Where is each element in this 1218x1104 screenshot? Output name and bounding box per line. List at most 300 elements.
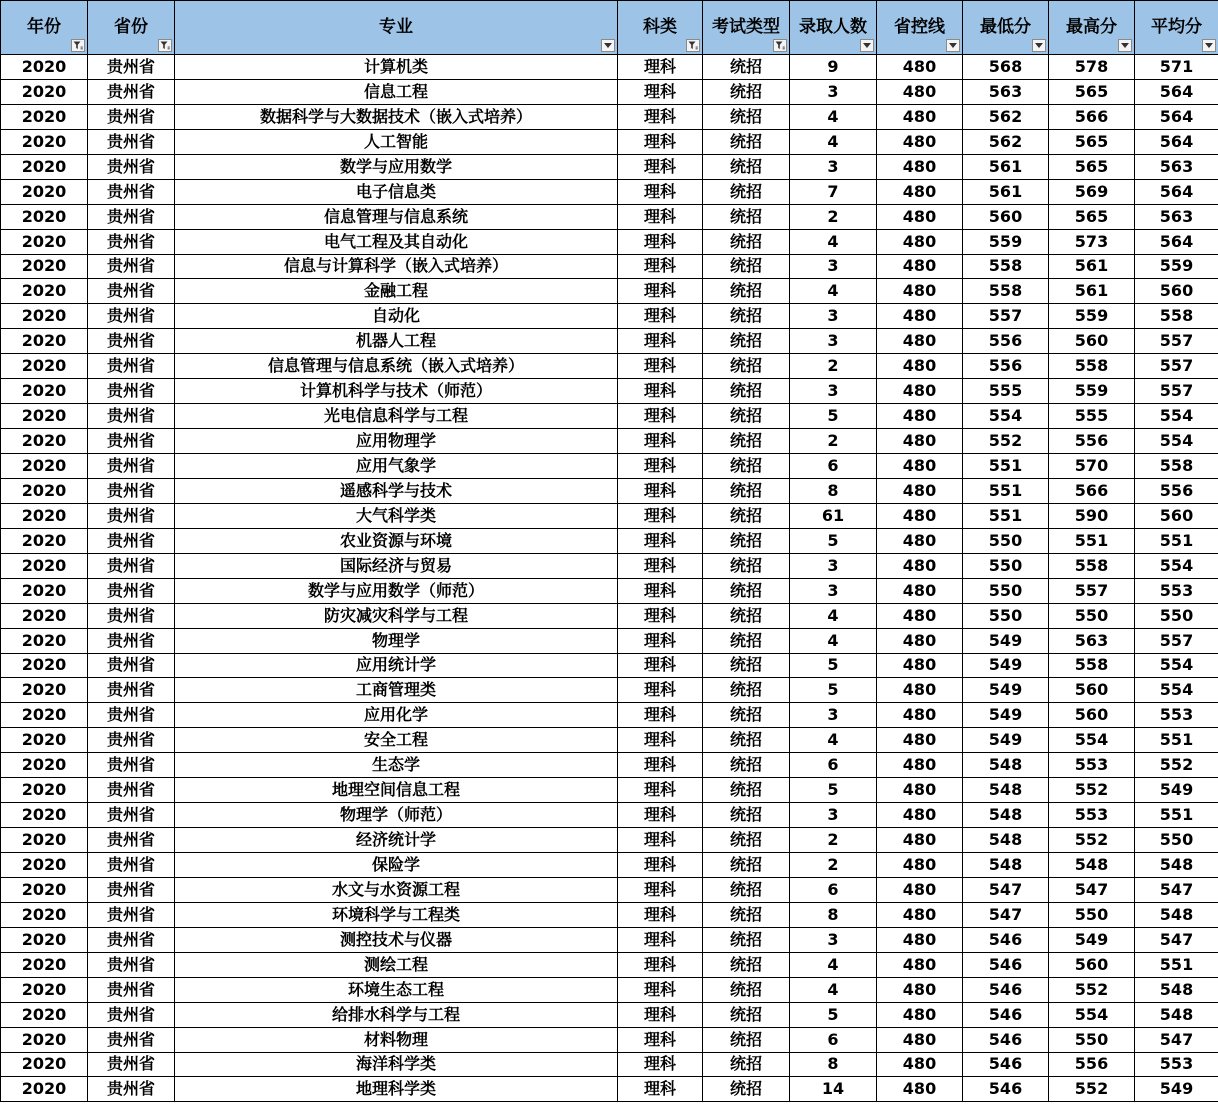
filter-dropdown-icon[interactable] [860, 39, 874, 52]
cell-max-score[interactable]: 560 [1049, 678, 1135, 703]
cell-year[interactable]: 2020 [1, 528, 88, 553]
cell-max-score[interactable]: 552 [1049, 778, 1135, 803]
cell-admitted-count[interactable]: 4 [790, 728, 877, 753]
cell-year[interactable]: 2020 [1, 204, 88, 229]
cell-province[interactable]: 贵州省 [88, 703, 175, 728]
cell-control-line[interactable]: 480 [877, 79, 963, 104]
cell-min-score[interactable]: 546 [963, 1077, 1049, 1102]
cell-category[interactable]: 理科 [618, 728, 703, 753]
cell-year[interactable]: 2020 [1, 1077, 88, 1102]
cell-min-score[interactable]: 558 [963, 279, 1049, 304]
cell-avg-score[interactable]: 548 [1135, 902, 1218, 927]
cell-avg-score[interactable]: 558 [1135, 304, 1218, 329]
cell-min-score[interactable]: 562 [963, 129, 1049, 154]
cell-category[interactable]: 理科 [618, 653, 703, 678]
cell-min-score[interactable]: 548 [963, 778, 1049, 803]
cell-major[interactable]: 大气科学类 [175, 503, 618, 528]
cell-year[interactable]: 2020 [1, 902, 88, 927]
cell-province[interactable]: 贵州省 [88, 578, 175, 603]
cell-year[interactable]: 2020 [1, 678, 88, 703]
cell-category[interactable]: 理科 [618, 503, 703, 528]
cell-major[interactable]: 经济统计学 [175, 828, 618, 853]
cell-category[interactable]: 理科 [618, 55, 703, 80]
cell-avg-score[interactable]: 563 [1135, 154, 1218, 179]
cell-major[interactable]: 金融工程 [175, 279, 618, 304]
cell-province[interactable]: 贵州省 [88, 454, 175, 479]
cell-control-line[interactable]: 480 [877, 503, 963, 528]
cell-category[interactable]: 理科 [618, 753, 703, 778]
cell-avg-score[interactable]: 550 [1135, 603, 1218, 628]
cell-province[interactable]: 贵州省 [88, 354, 175, 379]
cell-category[interactable]: 理科 [618, 528, 703, 553]
cell-year[interactable]: 2020 [1, 279, 88, 304]
cell-province[interactable]: 贵州省 [88, 279, 175, 304]
cell-avg-score[interactable]: 560 [1135, 279, 1218, 304]
cell-control-line[interactable]: 480 [877, 703, 963, 728]
cell-admitted-count[interactable]: 5 [790, 678, 877, 703]
cell-min-score[interactable]: 551 [963, 454, 1049, 479]
cell-max-score[interactable]: 554 [1049, 728, 1135, 753]
cell-major[interactable]: 信息管理与信息系统 [175, 204, 618, 229]
cell-exam-type[interactable]: 统招 [703, 678, 790, 703]
cell-min-score[interactable]: 563 [963, 79, 1049, 104]
cell-admitted-count[interactable]: 4 [790, 229, 877, 254]
cell-max-score[interactable]: 590 [1049, 503, 1135, 528]
cell-major[interactable]: 人工智能 [175, 129, 618, 154]
cell-province[interactable]: 贵州省 [88, 204, 175, 229]
cell-max-score[interactable]: 549 [1049, 927, 1135, 952]
cell-major[interactable]: 保险学 [175, 853, 618, 878]
cell-avg-score[interactable]: 564 [1135, 104, 1218, 129]
cell-year[interactable]: 2020 [1, 354, 88, 379]
cell-province[interactable]: 贵州省 [88, 927, 175, 952]
cell-max-score[interactable]: 558 [1049, 553, 1135, 578]
cell-avg-score[interactable]: 548 [1135, 853, 1218, 878]
cell-admitted-count[interactable]: 2 [790, 828, 877, 853]
cell-year[interactable]: 2020 [1, 79, 88, 104]
cell-category[interactable]: 理科 [618, 902, 703, 927]
cell-avg-score[interactable]: 556 [1135, 478, 1218, 503]
filter-active-icon[interactable] [773, 39, 787, 52]
cell-exam-type[interactable]: 统招 [703, 853, 790, 878]
cell-major[interactable]: 防灾减灾科学与工程 [175, 603, 618, 628]
cell-control-line[interactable]: 480 [877, 728, 963, 753]
cell-min-score[interactable]: 546 [963, 1002, 1049, 1027]
cell-year[interactable]: 2020 [1, 927, 88, 952]
cell-admitted-count[interactable]: 6 [790, 1027, 877, 1052]
cell-min-score[interactable]: 548 [963, 853, 1049, 878]
cell-min-score[interactable]: 546 [963, 927, 1049, 952]
cell-max-score[interactable]: 552 [1049, 828, 1135, 853]
cell-min-score[interactable]: 556 [963, 329, 1049, 354]
cell-category[interactable]: 理科 [618, 429, 703, 454]
cell-category[interactable]: 理科 [618, 478, 703, 503]
cell-min-score[interactable]: 549 [963, 653, 1049, 678]
cell-avg-score[interactable]: 550 [1135, 828, 1218, 853]
cell-year[interactable]: 2020 [1, 578, 88, 603]
cell-avg-score[interactable]: 558 [1135, 454, 1218, 479]
cell-province[interactable]: 贵州省 [88, 778, 175, 803]
cell-category[interactable]: 理科 [618, 803, 703, 828]
cell-exam-type[interactable]: 统招 [703, 1002, 790, 1027]
cell-max-score[interactable]: 565 [1049, 204, 1135, 229]
cell-exam-type[interactable]: 统招 [703, 977, 790, 1002]
cell-major[interactable]: 生态学 [175, 753, 618, 778]
cell-min-score[interactable]: 552 [963, 429, 1049, 454]
cell-province[interactable]: 贵州省 [88, 79, 175, 104]
cell-province[interactable]: 贵州省 [88, 528, 175, 553]
cell-admitted-count[interactable]: 9 [790, 55, 877, 80]
cell-min-score[interactable]: 546 [963, 1027, 1049, 1052]
cell-year[interactable]: 2020 [1, 877, 88, 902]
cell-min-score[interactable]: 557 [963, 304, 1049, 329]
cell-control-line[interactable]: 480 [877, 553, 963, 578]
cell-avg-score[interactable]: 547 [1135, 1027, 1218, 1052]
cell-avg-score[interactable]: 564 [1135, 79, 1218, 104]
cell-min-score[interactable]: 556 [963, 354, 1049, 379]
cell-control-line[interactable]: 480 [877, 628, 963, 653]
cell-year[interactable]: 2020 [1, 55, 88, 80]
cell-major[interactable]: 测控技术与仪器 [175, 927, 618, 952]
cell-year[interactable]: 2020 [1, 653, 88, 678]
cell-control-line[interactable]: 480 [877, 354, 963, 379]
cell-province[interactable]: 贵州省 [88, 429, 175, 454]
cell-exam-type[interactable]: 统招 [703, 1077, 790, 1102]
cell-major[interactable]: 数学与应用数学 [175, 154, 618, 179]
cell-control-line[interactable]: 480 [877, 1077, 963, 1102]
cell-avg-score[interactable]: 564 [1135, 229, 1218, 254]
cell-exam-type[interactable]: 统招 [703, 578, 790, 603]
cell-control-line[interactable]: 480 [877, 304, 963, 329]
cell-exam-type[interactable]: 统招 [703, 179, 790, 204]
cell-category[interactable]: 理科 [618, 279, 703, 304]
cell-province[interactable]: 贵州省 [88, 1077, 175, 1102]
cell-exam-type[interactable]: 统招 [703, 229, 790, 254]
cell-category[interactable]: 理科 [618, 204, 703, 229]
cell-major[interactable]: 应用气象学 [175, 454, 618, 479]
cell-admitted-count[interactable]: 2 [790, 429, 877, 454]
cell-min-score[interactable]: 555 [963, 379, 1049, 404]
cell-max-score[interactable]: 553 [1049, 803, 1135, 828]
cell-exam-type[interactable]: 统招 [703, 603, 790, 628]
cell-control-line[interactable]: 480 [877, 329, 963, 354]
cell-exam-type[interactable]: 统招 [703, 902, 790, 927]
cell-control-line[interactable]: 480 [877, 55, 963, 80]
cell-province[interactable]: 贵州省 [88, 753, 175, 778]
cell-year[interactable]: 2020 [1, 478, 88, 503]
cell-province[interactable]: 贵州省 [88, 653, 175, 678]
cell-exam-type[interactable]: 统招 [703, 753, 790, 778]
cell-max-score[interactable]: 552 [1049, 1077, 1135, 1102]
cell-province[interactable]: 贵州省 [88, 179, 175, 204]
cell-admitted-count[interactable]: 3 [790, 79, 877, 104]
cell-avg-score[interactable]: 557 [1135, 628, 1218, 653]
cell-admitted-count[interactable]: 3 [790, 154, 877, 179]
cell-min-score[interactable]: 547 [963, 902, 1049, 927]
cell-min-score[interactable]: 550 [963, 553, 1049, 578]
cell-max-score[interactable]: 566 [1049, 104, 1135, 129]
cell-year[interactable]: 2020 [1, 753, 88, 778]
cell-category[interactable]: 理科 [618, 1052, 703, 1077]
cell-exam-type[interactable]: 统招 [703, 653, 790, 678]
cell-admitted-count[interactable]: 3 [790, 379, 877, 404]
cell-max-score[interactable]: 566 [1049, 478, 1135, 503]
cell-control-line[interactable]: 480 [877, 1052, 963, 1077]
cell-major[interactable]: 物理学（师范） [175, 803, 618, 828]
cell-year[interactable]: 2020 [1, 104, 88, 129]
cell-max-score[interactable]: 573 [1049, 229, 1135, 254]
cell-max-score[interactable]: 565 [1049, 79, 1135, 104]
cell-category[interactable]: 理科 [618, 703, 703, 728]
cell-avg-score[interactable]: 549 [1135, 778, 1218, 803]
cell-control-line[interactable]: 480 [877, 454, 963, 479]
cell-province[interactable]: 贵州省 [88, 129, 175, 154]
cell-min-score[interactable]: 546 [963, 1052, 1049, 1077]
cell-control-line[interactable]: 480 [877, 753, 963, 778]
cell-year[interactable]: 2020 [1, 404, 88, 429]
cell-min-score[interactable]: 550 [963, 528, 1049, 553]
cell-avg-score[interactable]: 557 [1135, 379, 1218, 404]
cell-year[interactable]: 2020 [1, 179, 88, 204]
cell-major[interactable]: 地理空间信息工程 [175, 778, 618, 803]
cell-year[interactable]: 2020 [1, 828, 88, 853]
cell-major[interactable]: 给排水科学与工程 [175, 1002, 618, 1027]
cell-control-line[interactable]: 480 [877, 429, 963, 454]
cell-province[interactable]: 贵州省 [88, 628, 175, 653]
cell-major[interactable]: 机器人工程 [175, 329, 618, 354]
cell-year[interactable]: 2020 [1, 778, 88, 803]
cell-avg-score[interactable]: 548 [1135, 977, 1218, 1002]
cell-control-line[interactable]: 480 [877, 254, 963, 279]
cell-exam-type[interactable]: 统招 [703, 454, 790, 479]
cell-admitted-count[interactable]: 5 [790, 404, 877, 429]
cell-province[interactable]: 贵州省 [88, 1002, 175, 1027]
cell-major[interactable]: 计算机科学与技术（师范） [175, 379, 618, 404]
cell-admitted-count[interactable]: 5 [790, 528, 877, 553]
cell-admitted-count[interactable]: 3 [790, 329, 877, 354]
cell-max-score[interactable]: 556 [1049, 1052, 1135, 1077]
cell-min-score[interactable]: 558 [963, 254, 1049, 279]
cell-year[interactable]: 2020 [1, 254, 88, 279]
cell-exam-type[interactable]: 统招 [703, 553, 790, 578]
cell-avg-score[interactable]: 553 [1135, 578, 1218, 603]
cell-admitted-count[interactable]: 6 [790, 454, 877, 479]
cell-major[interactable]: 测绘工程 [175, 952, 618, 977]
cell-admitted-count[interactable]: 6 [790, 753, 877, 778]
cell-province[interactable]: 贵州省 [88, 329, 175, 354]
cell-min-score[interactable]: 551 [963, 503, 1049, 528]
cell-major[interactable]: 电气工程及其自动化 [175, 229, 618, 254]
cell-exam-type[interactable]: 统招 [703, 329, 790, 354]
cell-max-score[interactable]: 578 [1049, 55, 1135, 80]
cell-category[interactable]: 理科 [618, 578, 703, 603]
cell-province[interactable]: 贵州省 [88, 1027, 175, 1052]
cell-avg-score[interactable]: 549 [1135, 1077, 1218, 1102]
cell-min-score[interactable]: 550 [963, 603, 1049, 628]
cell-year[interactable]: 2020 [1, 379, 88, 404]
cell-year[interactable]: 2020 [1, 1052, 88, 1077]
cell-avg-score[interactable]: 554 [1135, 653, 1218, 678]
cell-category[interactable]: 理科 [618, 354, 703, 379]
cell-max-score[interactable]: 555 [1049, 404, 1135, 429]
cell-max-score[interactable]: 550 [1049, 603, 1135, 628]
cell-exam-type[interactable]: 统招 [703, 404, 790, 429]
cell-major[interactable]: 遥感科学与技术 [175, 478, 618, 503]
cell-control-line[interactable]: 480 [877, 179, 963, 204]
cell-category[interactable]: 理科 [618, 154, 703, 179]
cell-province[interactable]: 贵州省 [88, 1052, 175, 1077]
cell-avg-score[interactable]: 551 [1135, 952, 1218, 977]
cell-admitted-count[interactable]: 8 [790, 478, 877, 503]
cell-min-score[interactable]: 546 [963, 977, 1049, 1002]
cell-max-score[interactable]: 560 [1049, 329, 1135, 354]
cell-admitted-count[interactable]: 4 [790, 129, 877, 154]
cell-category[interactable]: 理科 [618, 379, 703, 404]
cell-avg-score[interactable]: 557 [1135, 354, 1218, 379]
cell-min-score[interactable]: 548 [963, 803, 1049, 828]
cell-category[interactable]: 理科 [618, 129, 703, 154]
cell-control-line[interactable]: 480 [877, 204, 963, 229]
cell-avg-score[interactable]: 554 [1135, 553, 1218, 578]
cell-exam-type[interactable]: 统招 [703, 154, 790, 179]
cell-control-line[interactable]: 480 [877, 828, 963, 853]
cell-year[interactable]: 2020 [1, 803, 88, 828]
cell-province[interactable]: 贵州省 [88, 503, 175, 528]
cell-min-score[interactable]: 546 [963, 952, 1049, 977]
cell-max-score[interactable]: 561 [1049, 279, 1135, 304]
cell-year[interactable]: 2020 [1, 454, 88, 479]
cell-admitted-count[interactable]: 61 [790, 503, 877, 528]
cell-major[interactable]: 国际经济与贸易 [175, 553, 618, 578]
cell-min-score[interactable]: 548 [963, 753, 1049, 778]
cell-province[interactable]: 贵州省 [88, 828, 175, 853]
cell-province[interactable]: 贵州省 [88, 977, 175, 1002]
cell-province[interactable]: 贵州省 [88, 379, 175, 404]
cell-max-score[interactable]: 554 [1049, 1002, 1135, 1027]
cell-major[interactable]: 信息与计算科学（嵌入式培养） [175, 254, 618, 279]
cell-year[interactable]: 2020 [1, 703, 88, 728]
cell-control-line[interactable]: 480 [877, 678, 963, 703]
cell-category[interactable]: 理科 [618, 628, 703, 653]
cell-max-score[interactable]: 547 [1049, 877, 1135, 902]
cell-year[interactable]: 2020 [1, 304, 88, 329]
cell-avg-score[interactable]: 559 [1135, 254, 1218, 279]
cell-max-score[interactable]: 550 [1049, 1027, 1135, 1052]
cell-major[interactable]: 工商管理类 [175, 678, 618, 703]
cell-exam-type[interactable]: 统招 [703, 803, 790, 828]
cell-admitted-count[interactable]: 5 [790, 653, 877, 678]
cell-province[interactable]: 贵州省 [88, 853, 175, 878]
cell-avg-score[interactable]: 552 [1135, 753, 1218, 778]
cell-control-line[interactable]: 480 [877, 803, 963, 828]
cell-major[interactable]: 环境生态工程 [175, 977, 618, 1002]
filter-active-icon[interactable] [158, 39, 172, 52]
cell-admitted-count[interactable]: 4 [790, 628, 877, 653]
cell-admitted-count[interactable]: 8 [790, 1052, 877, 1077]
cell-admitted-count[interactable]: 5 [790, 778, 877, 803]
cell-min-score[interactable]: 549 [963, 678, 1049, 703]
cell-max-score[interactable]: 565 [1049, 129, 1135, 154]
cell-admitted-count[interactable]: 3 [790, 927, 877, 952]
cell-max-score[interactable]: 559 [1049, 304, 1135, 329]
cell-major[interactable]: 农业资源与环境 [175, 528, 618, 553]
filter-dropdown-icon[interactable] [1202, 39, 1216, 52]
cell-exam-type[interactable]: 统招 [703, 1027, 790, 1052]
cell-max-score[interactable]: 557 [1049, 578, 1135, 603]
cell-exam-type[interactable]: 统招 [703, 104, 790, 129]
cell-major[interactable]: 信息管理与信息系统（嵌入式培养） [175, 354, 618, 379]
cell-avg-score[interactable]: 554 [1135, 678, 1218, 703]
cell-max-score[interactable]: 569 [1049, 179, 1135, 204]
cell-year[interactable]: 2020 [1, 728, 88, 753]
cell-avg-score[interactable]: 563 [1135, 204, 1218, 229]
cell-major[interactable]: 材料物理 [175, 1027, 618, 1052]
cell-admitted-count[interactable]: 4 [790, 104, 877, 129]
cell-max-score[interactable]: 556 [1049, 429, 1135, 454]
cell-min-score[interactable]: 560 [963, 204, 1049, 229]
cell-major[interactable]: 水文与水资源工程 [175, 877, 618, 902]
cell-year[interactable]: 2020 [1, 603, 88, 628]
cell-category[interactable]: 理科 [618, 877, 703, 902]
cell-control-line[interactable]: 480 [877, 603, 963, 628]
cell-min-score[interactable]: 548 [963, 828, 1049, 853]
cell-year[interactable]: 2020 [1, 329, 88, 354]
cell-max-score[interactable]: 570 [1049, 454, 1135, 479]
cell-max-score[interactable]: 550 [1049, 902, 1135, 927]
cell-control-line[interactable]: 480 [877, 853, 963, 878]
cell-province[interactable]: 贵州省 [88, 254, 175, 279]
cell-exam-type[interactable]: 统招 [703, 304, 790, 329]
cell-category[interactable]: 理科 [618, 104, 703, 129]
cell-max-score[interactable]: 558 [1049, 653, 1135, 678]
cell-exam-type[interactable]: 统招 [703, 204, 790, 229]
cell-admitted-count[interactable]: 3 [790, 803, 877, 828]
cell-avg-score[interactable]: 564 [1135, 179, 1218, 204]
cell-year[interactable]: 2020 [1, 503, 88, 528]
cell-admitted-count[interactable]: 3 [790, 553, 877, 578]
cell-max-score[interactable]: 558 [1049, 354, 1135, 379]
filter-dropdown-icon[interactable] [1118, 39, 1132, 52]
cell-province[interactable]: 贵州省 [88, 304, 175, 329]
cell-exam-type[interactable]: 统招 [703, 379, 790, 404]
cell-control-line[interactable]: 480 [877, 877, 963, 902]
cell-major[interactable]: 地理科学类 [175, 1077, 618, 1102]
cell-admitted-count[interactable]: 3 [790, 254, 877, 279]
cell-category[interactable]: 理科 [618, 1002, 703, 1027]
cell-major[interactable]: 应用物理学 [175, 429, 618, 454]
cell-province[interactable]: 贵州省 [88, 553, 175, 578]
cell-avg-score[interactable]: 571 [1135, 55, 1218, 80]
cell-province[interactable]: 贵州省 [88, 728, 175, 753]
cell-category[interactable]: 理科 [618, 853, 703, 878]
cell-province[interactable]: 贵州省 [88, 952, 175, 977]
filter-active-icon[interactable] [71, 39, 85, 52]
cell-min-score[interactable]: 551 [963, 478, 1049, 503]
cell-min-score[interactable]: 568 [963, 55, 1049, 80]
cell-control-line[interactable]: 480 [877, 902, 963, 927]
cell-control-line[interactable]: 480 [877, 154, 963, 179]
cell-category[interactable]: 理科 [618, 678, 703, 703]
cell-control-line[interactable]: 480 [877, 778, 963, 803]
cell-exam-type[interactable]: 统招 [703, 927, 790, 952]
cell-province[interactable]: 贵州省 [88, 404, 175, 429]
cell-admitted-count[interactable]: 4 [790, 977, 877, 1002]
filter-active-icon[interactable] [686, 39, 700, 52]
filter-dropdown-icon[interactable] [1032, 39, 1046, 52]
cell-year[interactable]: 2020 [1, 229, 88, 254]
cell-exam-type[interactable]: 统招 [703, 1052, 790, 1077]
cell-year[interactable]: 2020 [1, 1027, 88, 1052]
